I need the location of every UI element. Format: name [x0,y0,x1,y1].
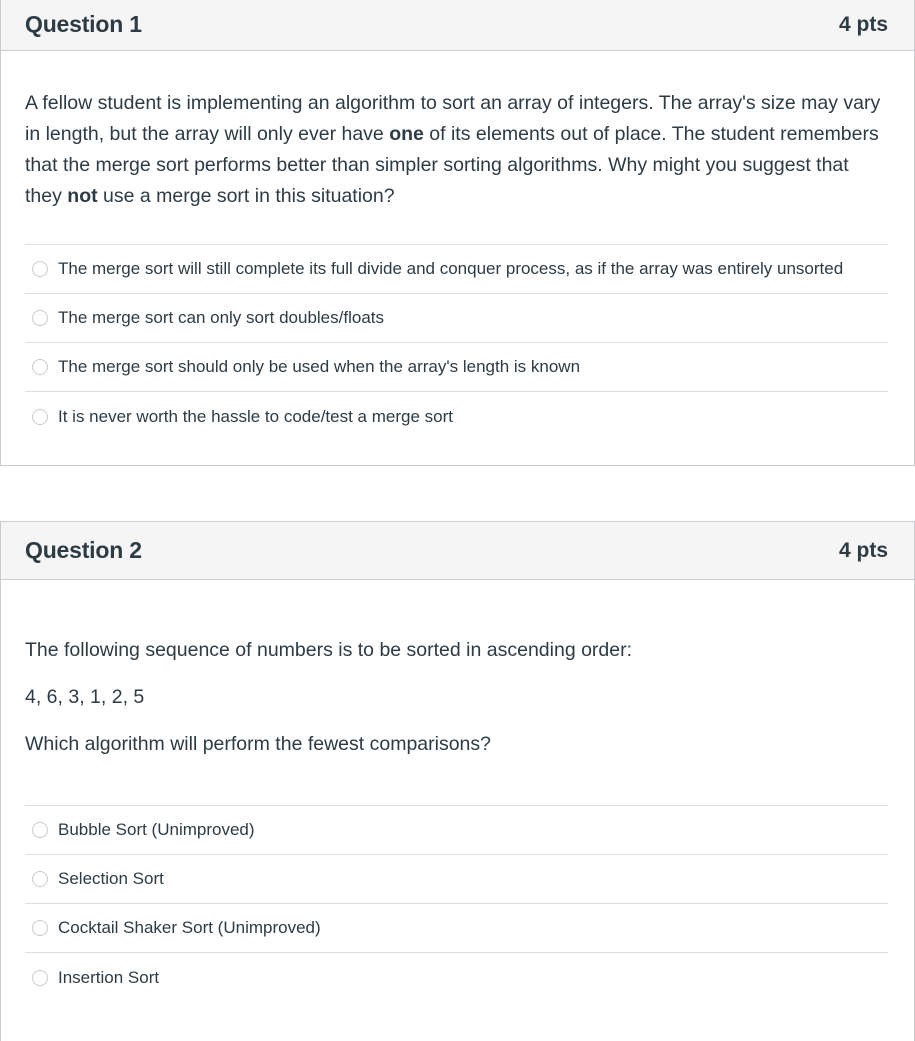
question-text-emphasis: one [389,123,424,145]
answer-option[interactable] [25,904,888,953]
question-paragraph: Which algorithm will perform the fewest comparisons? [25,733,492,755]
question-header [1,0,914,51]
question-points: 4 pts [838,538,888,562]
radio-button[interactable] [32,970,48,986]
answer-option[interactable] [25,953,888,1002]
answer-option[interactable] [25,392,888,441]
answer-option[interactable] [25,855,888,904]
answer-label: The merge sort should only be used when the array's length is known [58,357,581,376]
answer-label: Bubble Sort (Unimproved) [58,820,255,839]
question-text [1,88,914,212]
question-title: Question 1 [25,11,142,37]
answer-label: Cocktail Shaker Sort (Unimproved) [58,918,321,937]
question-2 [0,521,915,1041]
number-sequence: 4, 6, 3, 1, 2, 5 [25,686,145,708]
question-text-part: A fellow student is implementing an algorithm to sort an array of integers. The array's size may vary in length, but the array will only ever have [25,92,881,145]
question-text-part: use a merge sort in this situation? [97,185,395,207]
question-text-part: of its elements out of place. The student remembers that the merge sort performs better than simpler sorting algorithms. Why might you suggest that they [25,123,879,207]
answer-label: Insertion Sort [58,967,160,987]
answer-list [25,244,888,441]
answer-label: Selection Sort [58,869,164,888]
radio-button[interactable] [32,822,48,838]
question-text [1,637,914,757]
radio-button[interactable] [32,920,48,936]
radio-button[interactable] [32,359,48,375]
question-1 [0,0,915,466]
question-points: 4 pts [838,12,888,36]
radio-button[interactable] [32,871,48,887]
answer-option[interactable] [25,806,888,855]
answer-label: It is never worth the hassle to code/test a merge sort [58,406,453,426]
radio-button[interactable] [32,409,48,425]
radio-button[interactable] [32,310,48,326]
question-text-emphasis: not [67,185,98,207]
answer-option[interactable] [25,294,888,343]
question-header [1,522,914,580]
question-paragraph: The following sequence of numbers is to be sorted in ascending order: [25,639,633,661]
answer-label: The merge sort will still complete its full divide and conquer process, as if the array was entirely unsorted [58,259,844,278]
question-title: Question 2 [25,537,142,563]
answer-option[interactable] [25,245,888,294]
answer-list [25,805,888,1002]
radio-button[interactable] [32,261,48,277]
answer-option[interactable] [25,343,888,392]
answer-label: The merge sort can only sort doubles/floats [58,308,384,327]
